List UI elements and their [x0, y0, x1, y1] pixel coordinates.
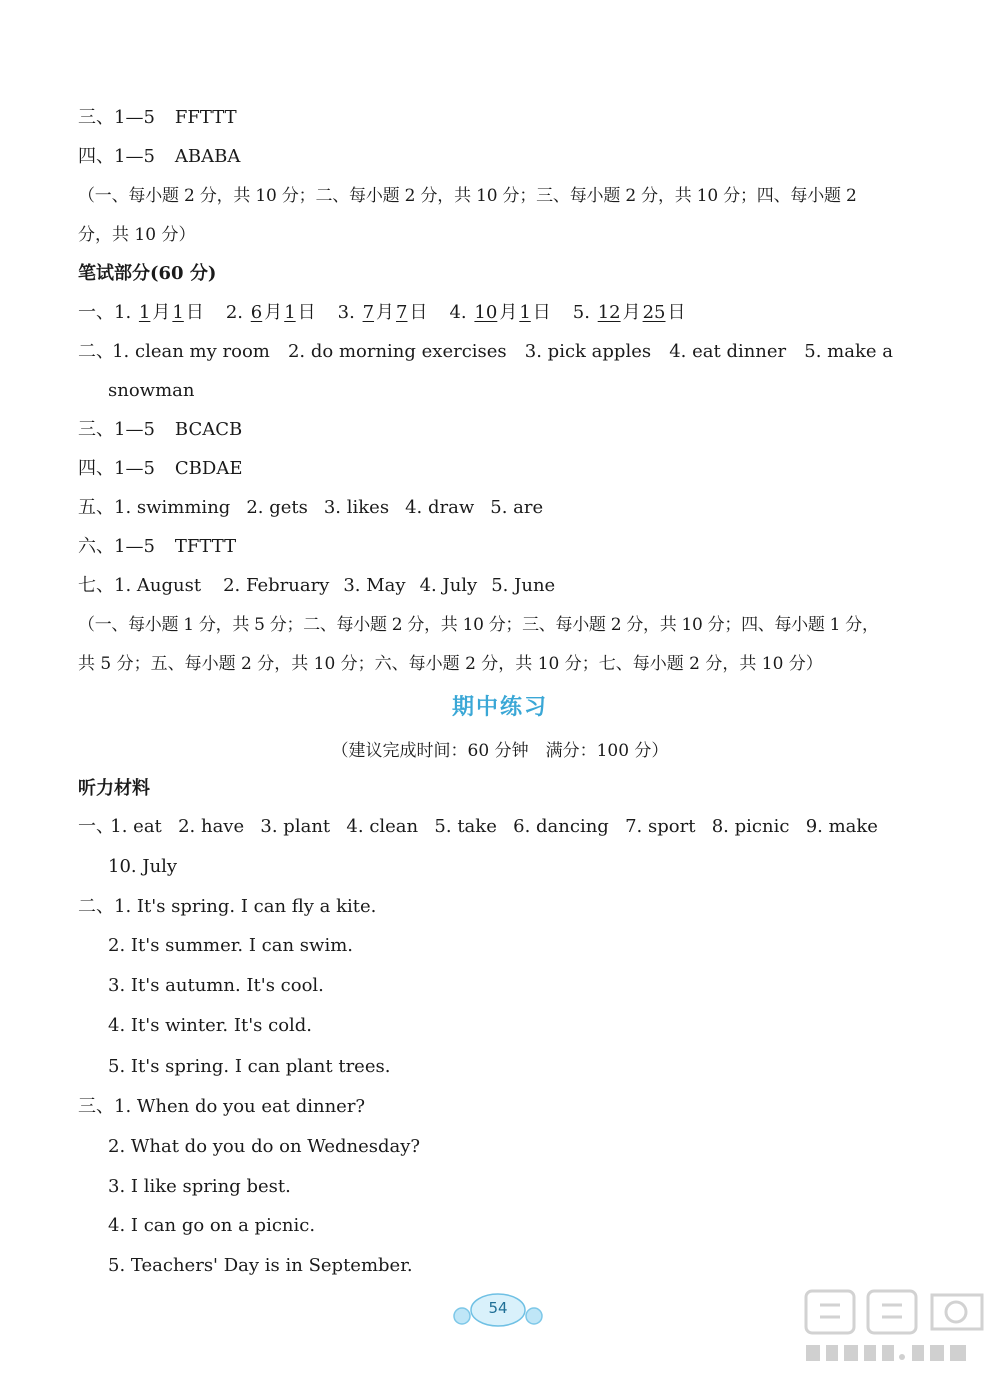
list-item: 5. take: [434, 816, 497, 837]
watermark-icon: [800, 1285, 995, 1367]
list-item: 4. draw: [405, 497, 475, 518]
date-month-char: 月: [152, 302, 171, 323]
answer-text: TFTTT: [174, 536, 237, 557]
list-item: 4. eat dinner: [669, 341, 787, 362]
date-answer-number: 5.: [572, 302, 590, 323]
date-answer-day-value: 25: [642, 302, 666, 323]
list-item: 3. May: [343, 575, 406, 596]
list-item: 5. are: [490, 497, 544, 518]
list-item: 4. July: [419, 575, 478, 596]
question-label: 六、1—5: [78, 536, 155, 557]
date-answer-month-value: 1: [138, 302, 151, 323]
page-number: 54: [488, 1299, 508, 1317]
date-month-char: 月: [264, 302, 283, 323]
date-answer-item: [449, 302, 550, 323]
list-item: 5. make a: [804, 341, 893, 362]
question-label: 二、: [78, 896, 114, 917]
section-subtitle: （建议完成时间：60 分钟 满分：100 分）: [331, 741, 669, 761]
date-day-char: 日: [409, 302, 428, 323]
answer-text: FFTTT: [174, 107, 237, 128]
list-item: 3. pick apples: [524, 341, 652, 362]
question-label: 四、1—5: [78, 146, 155, 167]
midterm-q1-row: [78, 815, 878, 839]
midterm-q2-row-1: [78, 895, 376, 919]
section-title: 期中练习: [451, 695, 548, 720]
date-day-char: 日: [185, 302, 204, 323]
written-q2-wrap: snowman: [108, 380, 195, 401]
answer-text: CBDAE: [174, 458, 243, 479]
list-item: 1. clean my room: [112, 341, 270, 362]
date-answer-month-value: 10: [474, 302, 498, 323]
written-q3-row: [78, 418, 242, 442]
list-item: 4. clean: [346, 816, 419, 837]
list-item: 7. sport: [625, 816, 696, 837]
list-item: 2. It's summer. I can swim.: [108, 935, 353, 956]
date-answer-number: 1.: [114, 302, 132, 323]
date-day-char: 日: [532, 302, 551, 323]
question-label: 二、: [78, 341, 114, 362]
question-label: 三、: [78, 1096, 114, 1117]
list-item: 1. It's spring. I can fly a kite.: [114, 896, 377, 917]
date-day-char: 日: [297, 302, 316, 323]
written-q7-row: [78, 574, 555, 598]
list-item: 9. make: [805, 816, 878, 837]
question-label: 四、1—5: [78, 458, 155, 479]
list-item: 1. August: [114, 575, 202, 596]
date-month-char: 月: [622, 302, 641, 323]
answer-line-3: [78, 106, 237, 130]
question-label: 三、1—5: [78, 107, 155, 128]
list-item: 1. When do you eat dinner?: [114, 1096, 366, 1117]
date-answer-number: 4.: [449, 302, 467, 323]
list-item: 3. It's autumn. It's cool.: [108, 975, 324, 996]
date-month-char: 月: [376, 302, 395, 323]
list-item: 3. plant: [260, 816, 331, 837]
list-item: 2. have: [178, 816, 245, 837]
date-answer-item: [338, 302, 428, 323]
question-label: 一、: [78, 816, 114, 837]
list-item: 2. do morning exercises: [287, 341, 507, 362]
list-item: 1. eat: [110, 816, 162, 837]
list-item: 3. I like spring best.: [108, 1176, 291, 1197]
date-day-char: 日: [667, 302, 686, 323]
scoring-note-written-1: （一、每小题 1 分，共 5 分；二、每小题 2 分，共 10 分；三、每小题 2 分，共 10 分；四、每小题 1 分，: [78, 615, 879, 635]
question-label: 五、: [78, 497, 114, 518]
date-answer-number: 3.: [337, 302, 355, 323]
question-label: 一、: [78, 302, 114, 323]
list-item: 8. picnic: [711, 816, 790, 837]
page-number-badge: [448, 1290, 548, 1330]
written-section-heading: 笔试部分(60 分): [78, 263, 217, 284]
list-item: 2. What do you do on Wednesday?: [108, 1136, 421, 1157]
date-answer-month-value: 7: [362, 302, 375, 323]
list-item: 2. gets: [246, 497, 308, 518]
date-answer-month-value: 12: [597, 302, 621, 323]
answer-text: ABABA: [174, 146, 241, 167]
date-answer-item: [114, 302, 204, 323]
date-answer-list: [114, 302, 686, 323]
list-item: 5. It's spring. I can plant trees.: [108, 1056, 391, 1077]
date-month-char: 月: [499, 302, 518, 323]
midterm-q1-wrap: 10. July: [108, 856, 178, 877]
list-item: 4. It's winter. It's cold.: [108, 1015, 313, 1036]
list-item: 3. likes: [323, 497, 390, 518]
watermark-logo: [800, 1285, 995, 1367]
listening-material-heading: 听力材料: [78, 778, 150, 799]
date-answer-item: [573, 302, 686, 323]
list-item: 1. swimming: [114, 497, 231, 518]
date-answer-number: 2.: [225, 302, 244, 323]
date-answer-day-value: 1: [172, 302, 184, 323]
written-q6-row: [78, 535, 236, 559]
list-item: 5. June: [491, 575, 556, 596]
answer-text: BCACB: [174, 419, 243, 440]
list-item: 2. February: [223, 575, 330, 596]
date-answer-item: [226, 302, 316, 323]
midterm-q3-row-1: [78, 1095, 365, 1119]
list-item: 6. dancing: [513, 816, 609, 837]
question-label: 三、1—5: [78, 419, 155, 440]
scoring-note-listening-1: （一、每小题 2 分，共 10 分；二、每小题 2 分，共 10 分；三、每小题 2 分，共 10 分；四、每小题 2: [78, 186, 857, 206]
written-q2-row: [78, 340, 893, 364]
written-q4-row: [78, 457, 242, 481]
list-item: 5. Teachers' Day is in September.: [108, 1255, 413, 1276]
scoring-note-listening-2: 分，共 10 分）: [78, 225, 196, 245]
question-label: 七、: [78, 575, 114, 596]
date-answer-month-value: 6: [250, 302, 263, 323]
answer-line-4: [78, 145, 240, 169]
date-answer-day-value: 7: [396, 302, 408, 323]
written-q5-row: [78, 496, 543, 520]
written-q1-row: [78, 301, 686, 325]
list-item: 4. I can go on a picnic.: [108, 1215, 316, 1236]
date-answer-day-value: 1: [284, 302, 296, 323]
scoring-note-written-2: 共 5 分；五、每小题 2 分，共 10 分；六、每小题 2 分，共 10 分；七、每小题 2 分，共 10 分）: [78, 654, 823, 674]
date-answer-day-value: 1: [519, 302, 531, 323]
